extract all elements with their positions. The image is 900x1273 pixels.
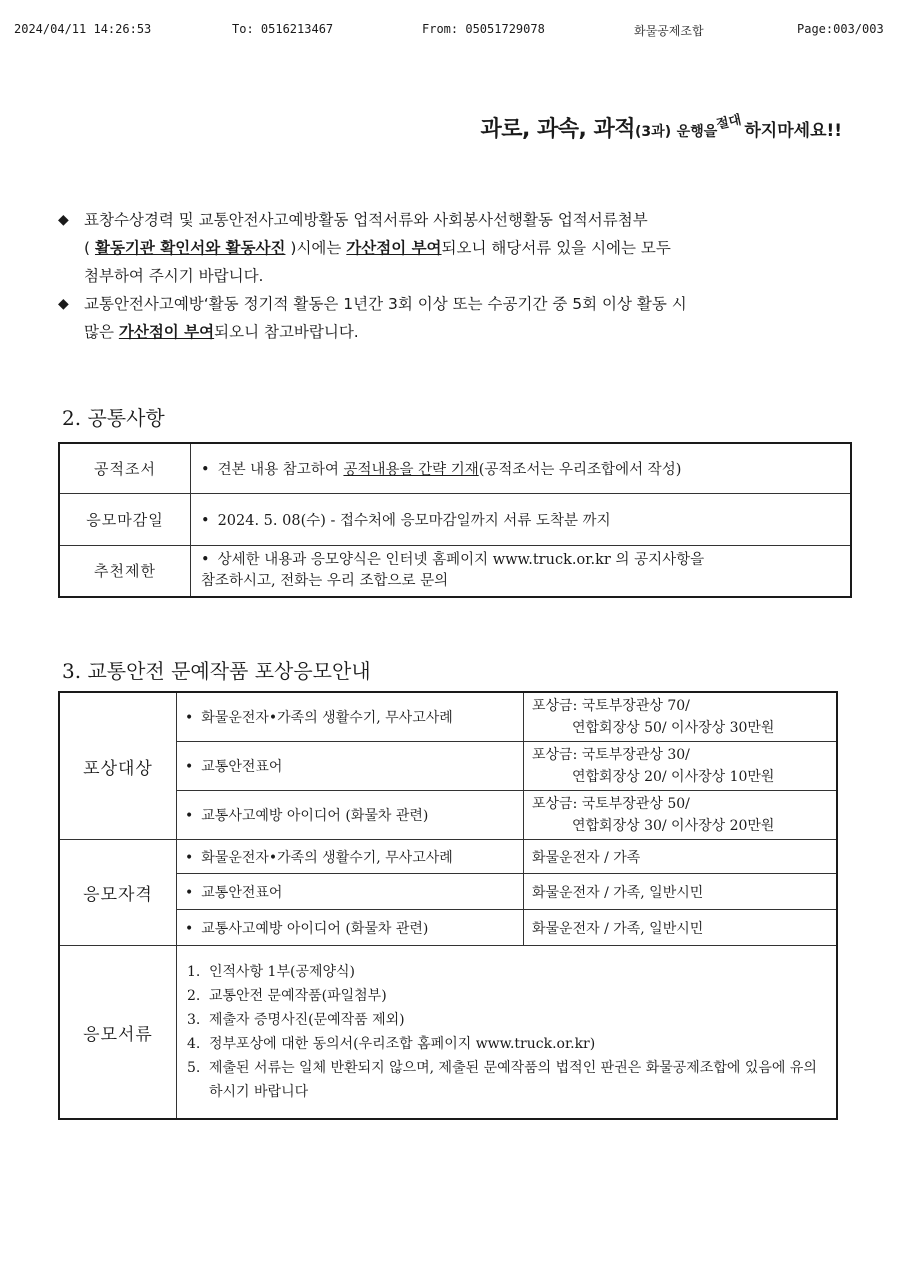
note-item [58,290,838,346]
slogan-part2: (3과) [635,124,672,140]
slogan-part5: 하지마세요!! [744,121,842,141]
list-number: 2. [187,988,201,1004]
eligibility-item-text: 교통사고예방 아이디어 (화물차 관련) [201,920,429,937]
list-text: 인적사항 1부(공제양식) [209,964,355,980]
table-row [59,742,837,791]
note-line [84,234,838,262]
award-item [177,742,524,791]
table-row [59,840,837,874]
list-text: 제출자 증명사진(문예작품 제외) [209,1012,405,1028]
award-prize [524,742,838,791]
award-item-text: 교통안전표어 [201,759,283,775]
award-item-text: 화물운전자•가족의 생활수기, 무사고사례 [201,710,453,726]
note-line: 교통안전사고예방‘활동 정기적 활동은 1년간 3회 이상 또는 수공기간 중 5회 이상 활동 시 [84,295,687,313]
prize-line: 포상금: 국토부장관상 50/ [532,796,690,812]
literary-award-table [58,691,838,1120]
safety-slogan [480,112,842,143]
fax-to: To: 0516213467 [232,22,334,36]
section-title: 3. 교통안전 문예작품 포상응모안내 [62,659,371,683]
notes-list [58,206,838,346]
note-text: 되오니 참고바랍니다. [214,323,359,341]
award-prize [524,791,838,840]
row-text: 참조하시고, 전화는 우리 조합으로 문의 [201,572,449,589]
fax-from: From: 05051729078 [422,22,545,36]
prize-line: 연합회장상 50/ 이사장상 30만원 [572,720,775,736]
prize-line: 포상금: 국토부장관상 70/ [532,698,690,714]
note-text: 되오니 해당서류 있을 시에는 모두 [441,239,671,257]
list-text: 정부포상에 대한 동의서(우리조합 홈페이지 www.truck.or.kr) [209,1036,596,1052]
table-row [59,493,851,545]
category-label: 포상대상 [59,692,177,840]
eligibility-who: 화물운전자 / 가족 [524,840,838,874]
row-text: 견본 내용 참고하여 [217,461,344,478]
prize-line: 연합회장상 30/ 이사장상 20만원 [572,818,775,834]
note-line: 첨부하여 주시기 바랍니다. [84,267,264,285]
note-text: 많은 [84,323,119,341]
slogan-part3: 운행을 [676,124,718,140]
slogan-part4: 절대 [715,112,743,133]
row-emphasis: 공적내용을 간략 기재 [343,461,479,478]
slogan-part1: 과로, 과속, 과적 [480,117,636,142]
diamond-bullet-icon: ◆ [58,212,69,228]
list-item [187,1008,826,1032]
note-text: ( [84,239,95,257]
list-item [187,984,826,1008]
list-item [187,1032,826,1056]
note-item [58,206,838,290]
award-item-text: 교통사고예방 아이디어 (화물차 관련) [201,808,429,824]
award-prize [524,692,838,742]
note-line: 표창수상경력 및 교통안전사고예방활동 업적서류와 사회봉사선행활동 업적서류첨부 [84,211,648,229]
award-item [177,692,524,742]
row-label: 응모마감일 [59,493,191,545]
row-content [191,545,852,597]
section-title: 2. 공통사항 [62,406,165,430]
row-text: 2024. 5. 08(수) - 접수처에 응모마감일까지 서류 도착분 까지 [217,512,611,529]
table-row [59,692,837,742]
fax-datetime: 2024/04/11 14:26:53 [14,22,152,36]
note-emphasis: 가산점이 부여 [118,323,215,341]
row-label: 공적조서 [59,443,191,493]
note-line [84,318,838,346]
list-number: 1. [187,964,201,980]
list-number: 5. [187,1060,201,1076]
documents-list [177,946,838,1120]
row-label: 추천제한 [59,545,191,597]
eligibility-item-text: 화물운전자•가족의 생활수기, 무사고사례 [201,849,453,866]
eligibility-item [177,910,524,946]
row-text: 상세한 내용과 응모양식은 인터넷 홈페이지 www.truck.or.kr 의 공지사항을 [217,551,705,568]
eligibility-item-text: 교통안전표어 [201,884,283,901]
list-text: 제출된 서류는 일체 반환되지 않으며, 제출된 문예작품의 법적인 판권은 화물공제조합에 있음에 유의하시기 바랍니다 [209,1060,817,1100]
prize-line: 포상금: 국토부장관상 30/ [532,747,690,763]
row-content [191,493,852,545]
fax-org: 화물공제조합 [634,24,704,38]
table-row [59,946,837,1120]
note-emphasis: 가산점이 부여 [346,239,442,257]
common-info-table [58,442,852,598]
prize-line: 연합회장상 20/ 이사장상 10만원 [572,769,775,785]
table-row [59,443,851,493]
table-row [59,874,837,910]
table-row [59,791,837,840]
note-text: )시에는 [285,239,347,257]
table-row [59,910,837,946]
category-label: 응모서류 [59,946,177,1120]
award-item [177,791,524,840]
eligibility-item [177,874,524,910]
fax-page: Page:003/003 [797,22,884,36]
table-row [59,545,851,597]
eligibility-who: 화물운전자 / 가족, 일반시민 [524,874,838,910]
diamond-bullet-icon: ◆ [58,296,69,312]
eligibility-item [177,840,524,874]
list-number: 4. [187,1036,201,1052]
eligibility-who: 화물운전자 / 가족, 일반시민 [524,910,838,946]
list-number: 3. [187,1012,201,1028]
fax-header [0,22,900,40]
category-label: 응모자격 [59,840,177,946]
note-emphasis: 활동기관 확인서와 활동사진 [94,239,286,257]
list-item [187,960,826,984]
list-item [187,1056,826,1104]
list-text: 교통안전 문예작품(파일첨부) [209,988,387,1004]
row-content [191,443,852,493]
row-text: (공적조서는 우리조합에서 작성) [478,461,682,478]
